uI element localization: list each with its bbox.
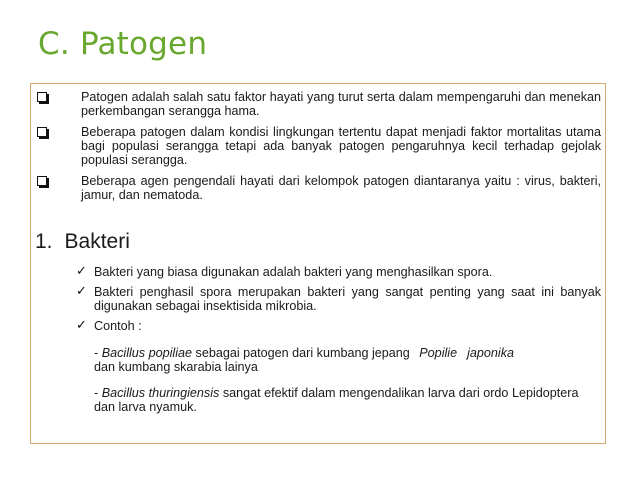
list-item-text: Bakteri penghasil spora merupakan bakteri yang sangat penting yang saat ini banyak digunakan sebagai insektisida mikrobia. [94,285,601,313]
example-text: sangat efektif dalam mengendalikan larva dari ordo Lepidoptera dan larva nyamuk. [94,386,579,414]
list-item [31,285,601,313]
slide-title: C. Patogen [38,26,208,62]
list-item-text: Beberapa agen pengendali hayati dari kelompok patogen diantaranya yaitu : virus, bakteri, jamur, dan nematoda. [81,174,601,202]
list-item [31,90,601,118]
example-text: sebagai patogen dari kumbang jepang [195,346,410,360]
list-item [31,125,601,167]
list-item-text: Patogen adalah salah satu faktor hayati yang turut serta dalam mempengaruhi dan menekan perkembangan serangga hama. [81,90,601,118]
square-bullet-icon [37,92,47,102]
bullet-list [31,90,601,209]
example-dash: - [94,386,99,400]
species-name: Bacillus thuringiensis [101,386,220,400]
examples [94,346,602,426]
square-bullet-icon [37,127,47,137]
species-name: Bacillus popiliae [101,346,193,360]
list-item-text: Beberapa patogen dalam kondisi lingkungan tertentu dapat menjadi faktor mortalitas utama bagi populasi serangga tetapi ada banyak patogen pengaruhnya kecil terhadap gejolak populasi serangga. [81,125,601,167]
checkmark-icon: ✓ [76,264,87,279]
section-title: Bakteri [64,230,130,253]
example-text: dan kumbang skarabia lainya [94,360,258,374]
content-box [30,83,606,444]
list-item [31,319,601,333]
square-bullet-icon [37,176,47,186]
section-number: 1. [35,230,53,253]
list-item [31,174,601,202]
check-list [31,265,601,339]
example-dash: - [94,346,99,360]
list-item [31,265,601,279]
section-heading [35,230,130,254]
checkmark-icon: ✓ [76,318,87,333]
example-item [94,346,602,374]
species-genus: Popilie [419,346,458,360]
list-item-text: Contoh : [94,319,142,333]
example-item [94,386,602,414]
checkmark-icon: ✓ [76,284,87,299]
list-item-text: Bakteri yang biasa digunakan adalah bakteri yang menghasilkan spora. [94,265,493,279]
species-epithet: japonika [467,346,515,360]
